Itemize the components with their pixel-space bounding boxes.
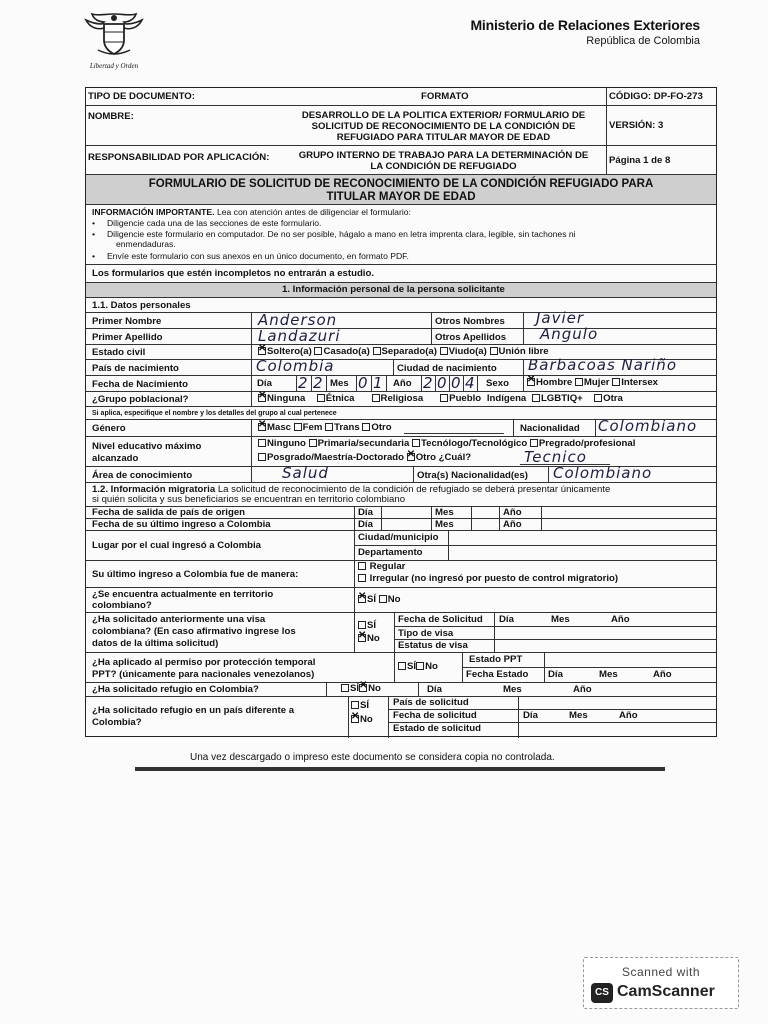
pregrado-label: Pregrado/profesional (538, 438, 636, 449)
meta-row-resp (86, 146, 716, 175)
departamento-label: Departamento (358, 547, 423, 558)
soltero-label: Soltero(a) (267, 346, 312, 357)
pais-solicitud-field[interactable] (518, 697, 716, 710)
irregular-label: Irregular (no ingresó por puesto de control migratorio) (369, 573, 619, 584)
ciudad-municipio-label: Ciudad/municipio (358, 532, 439, 543)
resp-line-1: GRUPO INTERNO DE TRABAJO PARA LA DETERMINACIÓN DE (298, 150, 589, 161)
migratoria-text-1: La solicitud de reconocimiento de la condición de refugiado se deberá presentar únicamente (217, 484, 611, 495)
ppt-mes-label: Mes (599, 669, 618, 680)
ppt-anio-label: Año (653, 669, 672, 680)
row-ultimo-ingreso (86, 519, 716, 531)
estado-civil-label: Estado civil (92, 347, 146, 358)
row-primer-apellido (86, 325, 716, 345)
row-fecha-nacimiento (86, 376, 716, 392)
religiosa-checkbox[interactable] (372, 394, 380, 402)
separado-checkbox[interactable] (373, 347, 381, 355)
dia-label: Día (257, 378, 272, 389)
row-ppt (86, 653, 716, 683)
nombre-line-3: REFUGIADO PARA TITULAR MAYOR DE EDAD (336, 132, 551, 144)
primer-apellido-field[interactable] (251, 329, 431, 344)
nombre-label: NOMBRE: (88, 111, 134, 122)
area-field[interactable] (251, 464, 413, 482)
casado-label: Casado(a) (323, 346, 370, 357)
info-bullet-3: Envíe este formulario con sus anexos en un único documento, en formato PDF. (106, 251, 409, 261)
row-territorio (86, 588, 716, 613)
ciudad-nacimiento-value: Barbacoas Nariño (528, 356, 677, 374)
motto: Libertad y Orden (89, 62, 139, 70)
dia-digit-2[interactable] (311, 376, 326, 391)
ninguno-label: Ninguno (267, 438, 306, 449)
soltero-checkbox[interactable] (258, 347, 266, 355)
estado-solicitud-label: Estado de solicitud (393, 723, 481, 734)
indigena-checkbox[interactable] (440, 394, 448, 402)
info-bullet-2b: enmendaduras. (116, 239, 176, 249)
mujer-label: Mujer (583, 377, 610, 388)
visa-si-checkbox[interactable] (358, 621, 366, 629)
posgrado-checkbox[interactable] (258, 453, 266, 461)
visa-fecha-label: Fecha de Solicitud (398, 614, 483, 625)
casado-checkbox[interactable] (314, 347, 322, 355)
refugio-col-si-label: SÍ (350, 683, 360, 694)
primer-apellido-value: Landazuri (258, 327, 341, 345)
refugio-col-fecha-field[interactable] (418, 683, 716, 696)
regular-label: Regular (369, 561, 406, 572)
estado-ppt-field[interactable] (544, 653, 716, 668)
area-label: Área de conocimiento (92, 470, 193, 481)
union-label: Unión libre (498, 346, 549, 357)
fem-checkbox[interactable] (294, 423, 302, 431)
migratoria-heading: 1.2. Información migratoria (92, 484, 216, 495)
fecha-solicitud-label: Fecha de solicitud (393, 710, 477, 721)
ninguna-checkbox[interactable] (258, 394, 266, 402)
row-area (86, 464, 716, 483)
resp-label: RESPONSABILIDAD POR APLICACIÓN: (88, 152, 270, 163)
intersex-label: Intersex (621, 377, 658, 388)
form-title-line-2: TITULAR MAYOR DE EDAD (326, 191, 476, 204)
otras-nac-label: Otra(s) Nacionalidad(es) (417, 470, 528, 481)
primer-nombre-label: Primer Nombre (92, 316, 162, 327)
masc-label: Masc (267, 422, 291, 433)
otros-apellidos-value: Angulo (540, 325, 599, 343)
refugio-otro-no-checkbox[interactable] (351, 715, 359, 723)
ppt-dia-label: Día (548, 669, 563, 680)
refugio-col-mes-label: Mes (503, 684, 522, 695)
area-value: Salud (282, 464, 329, 482)
form-title (86, 175, 716, 205)
viudo-checkbox[interactable] (440, 347, 448, 355)
nacionalidad-value: Colombiano (598, 417, 698, 435)
intersex-checkbox[interactable] (612, 378, 620, 386)
tecnologo-label: Tecnólogo/Tecnológico (420, 438, 528, 449)
visa-mes-label: Mes (551, 614, 570, 625)
coat-of-arms-icon (84, 10, 144, 60)
masc-checkbox[interactable] (258, 423, 266, 431)
grupo-note: Si aplica, especifique el nombre y los detalles del grupo al cual pertenece (92, 410, 337, 417)
manera-label: Su último ingreso a Colombia fue de manera: (92, 569, 299, 580)
otro-genero-label: Otro (371, 422, 392, 433)
otro-cual-value: Tecnico (524, 448, 587, 466)
primaria-checkbox[interactable] (309, 439, 317, 447)
visa-label-3: datos de la última solicitud) (92, 638, 219, 649)
otros-apellidos-label: Otros Apellidos (435, 332, 507, 343)
fecha-estado-label: Fecha Estado (466, 669, 529, 680)
ppt-no-checkbox[interactable] (416, 662, 424, 670)
row-primer-nombre (86, 309, 716, 329)
otras-nac-field[interactable] (548, 464, 716, 482)
visa-fecha-field[interactable] (494, 613, 716, 627)
ciudad-municipio-field[interactable] (448, 531, 716, 546)
ppt-si-checkbox[interactable] (398, 662, 406, 670)
refugio-col-no-label: No (368, 683, 381, 694)
salida-mes-label: Mes (435, 507, 454, 518)
anio-digit-1[interactable] (421, 376, 435, 391)
salida-mes-field[interactable] (471, 507, 499, 518)
lgbtiq-checkbox[interactable] (532, 394, 540, 402)
salida-dia-label: Día (358, 507, 373, 518)
form-title-line-1: FORMULARIO DE SOLICITUD DE RECONOCIMIENTO DE LA CONDICIÓN REFUGIADO PARA (148, 178, 654, 190)
pais-nacimiento-value: Colombia (256, 357, 335, 375)
refugio-otro-label-2: Colombia? (92, 717, 142, 728)
visa-label-1: ¿Ha solicitado anteriormente una visa (92, 614, 266, 625)
refugio-col-no-checkbox[interactable] (359, 684, 367, 692)
anio-digit-3-value: 0 (451, 374, 462, 392)
row-migratoria-header (86, 483, 716, 507)
info-bullet-2: Diligencie este formulario en computador. De no ser posible, hágalo a mano en letra imprenta clara, legible, sin tachones ni (106, 229, 576, 239)
otra-checkbox[interactable] (594, 394, 602, 402)
estado-solicitud-field[interactable] (518, 723, 716, 738)
coat-of-arms (84, 10, 144, 72)
anio-digit-3[interactable] (449, 376, 463, 391)
info-block: INFORMACIÓN IMPORTANTE. Lea con atención antes de diligenciar el formulario: • Diligencie cada una de las secciones de este formulario. • Diligencie este formulario en computador. De no ser posible, hágalo a mano en letra imprenta clara, legible, sin tachones ni enmendaduras. • Envíe este formulario con sus anexos en un único documento, en formato PDF. (86, 205, 716, 265)
tipo-label: TIPO DE DOCUMENTO: (88, 91, 195, 102)
scanned-with-text: Scanned with (621, 965, 701, 979)
republic-name: República de Colombia (586, 35, 700, 47)
row-pais-nacimiento (86, 356, 716, 376)
otro-genero-line[interactable] (404, 433, 504, 434)
row-refugio-colombia (86, 683, 716, 697)
anio-digit-1-value: 2 (423, 374, 434, 392)
visa-no-checkbox[interactable] (358, 634, 366, 642)
nacionalidad-field[interactable] (595, 417, 716, 436)
ninguna-label: Ninguna (267, 393, 306, 404)
footer-divider (135, 767, 665, 771)
nombre-line-2: SOLICITUD DE RECONOCIMIENTO DE LA CONDICIÓN DE (311, 121, 576, 133)
row-refugio-otro (86, 697, 716, 738)
tipo-visa-field[interactable] (494, 627, 716, 640)
pais-nacimiento-field[interactable] (251, 357, 393, 375)
ninguno-checkbox[interactable] (258, 439, 266, 447)
otro-genero-checkbox[interactable] (362, 423, 370, 431)
otros-apellidos-field[interactable] (523, 325, 716, 344)
hombre-label: Hombre (536, 377, 573, 388)
mes-label: Mes (330, 378, 349, 389)
meta-row-nombre (86, 106, 716, 146)
union-checkbox[interactable] (490, 347, 498, 355)
camscanner-logo-icon: CS (591, 983, 613, 1003)
refugio-otro-si-label: SÍ (360, 700, 370, 711)
territorio-si-label: SÍ (367, 594, 377, 605)
anio-digit-4[interactable] (463, 376, 477, 391)
estatus-visa-label: Estatus de visa (398, 640, 468, 651)
pagina: Página 1 de 8 (609, 155, 671, 166)
otras-nac-value: Colombiano (553, 464, 653, 482)
genero-label: Género (92, 423, 126, 434)
row-fecha-salida (86, 507, 716, 519)
dia-digit-2-value: 2 (313, 374, 324, 392)
info-bullet-1: Diligencie cada una de las secciones de este formulario. (106, 218, 322, 228)
section-1-header (86, 283, 716, 298)
refugio-col-label: ¿Ha solicitado refugio en Colombia? (92, 684, 259, 695)
primer-apellido-label: Primer Apellido (92, 332, 163, 343)
pais-solicitud-label: País de solicitud (393, 697, 469, 708)
section-1-1-title: 1.1. Datos personales (92, 300, 191, 311)
row-visa (86, 613, 716, 653)
nivel-label-2: alcanzado (92, 453, 139, 464)
fecha-solicitud-field[interactable] (518, 710, 716, 723)
salida-dia-field[interactable] (381, 507, 431, 518)
otro-mes-label: Mes (569, 710, 588, 721)
fecha-estado-field[interactable] (544, 668, 716, 682)
row-genero (86, 417, 716, 437)
refugio-otro-label-1: ¿Ha solicitado refugio en un país diferente a (92, 705, 295, 716)
sexo-label: Sexo (486, 378, 509, 389)
nivel-label-1: Nivel educativo máximo (92, 441, 202, 452)
refugio-col-dia-label: Día (427, 684, 442, 695)
refugee-form (85, 87, 717, 737)
row-manera (86, 561, 716, 588)
tipo-value: FORMATO (421, 91, 469, 102)
lugar-label: Lugar por el cual ingresó a Colombia (92, 540, 261, 551)
mes-digit-2[interactable] (371, 376, 386, 391)
territorio-label-1: ¿Se encuentra actualmente en territorio (92, 589, 274, 600)
lgbtiq-label: LGBTIQ+ (540, 393, 583, 404)
refugio-col-anio-label: Año (573, 684, 592, 695)
ciudad-nacimiento-label: Ciudad de nacimiento (397, 363, 497, 374)
otro-cual-label: Otro ¿Cuál? (415, 452, 472, 463)
footer-note: Una vez descargado o impreso este documento se considera copia no controlada. (190, 752, 555, 763)
camscanner-watermark (583, 957, 739, 1009)
grupo-label: ¿Grupo poblacional? (92, 394, 189, 405)
religiosa-label: Religiosa (380, 393, 424, 404)
resp-line-2: LA CONDICIÓN DE REFUGIADO (370, 161, 517, 173)
departamento-field[interactable] (448, 546, 716, 560)
irregular-checkbox[interactable] (358, 574, 366, 582)
visa-si-label: SÍ (367, 620, 377, 631)
codigo: CÓDIGO: DP-FO-273 (609, 91, 703, 102)
territorio-no-label: No (387, 594, 401, 605)
visa-no-label: No (367, 633, 380, 644)
otra-label: Otra (603, 393, 623, 404)
fecha-nacimiento-label: Fecha de Nacimiento (92, 379, 188, 390)
dia-digit-1[interactable] (296, 376, 311, 391)
incomplete-notice-text: Los formularios que estén incompletos no entrarán a estudio. (92, 268, 374, 279)
ministry-name: Ministerio de Relaciones Exteriores (470, 17, 700, 33)
salida-anio-label: Año (503, 507, 522, 518)
fem-label: Fem (302, 422, 323, 433)
otros-nombres-value: Javier (536, 309, 585, 327)
salida-label: Fecha de salida de país de origen (92, 507, 246, 518)
pregrado-checkbox[interactable] (530, 439, 538, 447)
tipo-visa-label: Tipo de visa (398, 628, 454, 639)
otro-dia-label: Día (523, 710, 538, 721)
ultimo-anio-label: Año (503, 519, 522, 530)
row-nivel-educativo (86, 437, 716, 467)
primaria-label: Primaria/secundaria (317, 438, 410, 449)
ultimo-mes-field[interactable] (471, 519, 499, 530)
meta-row-tipo (86, 88, 716, 106)
anio-digit-2[interactable] (435, 376, 449, 391)
mes-digit-1[interactable] (356, 376, 371, 391)
etnica-checkbox[interactable] (317, 394, 325, 402)
mes-digit-1-value: 0 (358, 374, 369, 392)
anio-digit-2-value: 0 (437, 374, 448, 392)
visa-dia-label: Día (499, 614, 514, 625)
nacionalidad-label: Nacionalidad (520, 423, 580, 434)
info-heading: INFORMACIÓN IMPORTANTE. (92, 207, 215, 217)
salida-anio-field[interactable] (541, 507, 596, 518)
territorio-si-checkbox[interactable] (358, 595, 366, 603)
regular-checkbox[interactable] (358, 562, 366, 570)
trans-label: Trans (334, 422, 360, 433)
otro-anio-label: Año (619, 710, 638, 721)
otro-nivel-checkbox[interactable] (407, 453, 415, 461)
migratoria-text-2: si quién solicita y sus beneficiarios se encuentran en territorio colombiano (92, 494, 406, 505)
visa-anio-label: Año (611, 614, 630, 625)
ppt-no-label: No (425, 661, 438, 672)
section-1-title: 1. Información personal de la persona solicitante (282, 284, 505, 295)
camscanner-name: CamScanner (617, 983, 715, 1000)
ultimo-ingreso-label: Fecha de su último ingreso a Colombia (92, 519, 271, 530)
anio-label: Año (393, 378, 412, 389)
ultimo-anio-field[interactable] (541, 519, 596, 530)
visa-label-2: colombiana? (En caso afirmativo ingrese los (92, 626, 296, 637)
territorio-no-checkbox[interactable] (379, 595, 387, 603)
ultimo-dia-field[interactable] (381, 519, 431, 530)
row-lugar-ingreso (86, 531, 716, 561)
separado-label: Separado(a) (381, 346, 437, 357)
territorio-label-2: colombiano? (92, 600, 152, 611)
estatus-visa-field[interactable] (494, 640, 716, 652)
dia-digit-1-value: 2 (298, 374, 309, 392)
ppt-label-2: PPT? (únicamente para nacionales venezolanos) (92, 669, 315, 680)
version: VERSIÓN: 3 (609, 120, 664, 131)
primer-nombre-field[interactable] (251, 313, 431, 328)
tecnologo-checkbox[interactable] (412, 439, 420, 447)
ciudad-nacimiento-field[interactable] (523, 356, 716, 375)
anio-digit-4-value: 4 (465, 374, 476, 392)
primer-nombre-value: Anderson (258, 311, 338, 329)
mes-digit-2-value: 1 (373, 374, 384, 392)
trans-checkbox[interactable] (325, 423, 333, 431)
etnica-label: Étnica (325, 393, 355, 404)
ppt-label-1: ¿Ha aplicado al permiso por protección temporal (92, 657, 316, 668)
ministry-header (470, 17, 700, 47)
nombre-line-1: DESARROLLO DE LA POLITICA EXTERIOR/ FORMULARIO DE (301, 110, 586, 121)
refugio-otro-si-checkbox[interactable] (351, 701, 359, 709)
ppt-si-label: SÍ (407, 661, 417, 672)
row-grupo (86, 392, 716, 407)
refugio-otro-no-label: No (360, 714, 373, 725)
refugio-col-si-checkbox[interactable] (341, 684, 349, 692)
ultimo-dia-label: Día (358, 519, 373, 530)
estado-ppt-label: Estado PPT (469, 654, 523, 665)
posgrado-label: Posgrado/Maestría-Doctorado (267, 452, 405, 463)
ultimo-mes-label: Mes (435, 519, 454, 530)
info-heading-rest: Lea con atención antes de diligenciar el formulario: (216, 207, 411, 217)
hombre-checkbox[interactable] (527, 378, 535, 386)
pais-nacimiento-label: País de nacimiento (92, 363, 179, 374)
otros-nombres-label: Otros Nombres (435, 316, 505, 327)
section-1-1-header (86, 298, 716, 313)
mujer-checkbox[interactable] (575, 378, 583, 386)
incomplete-notice (86, 265, 716, 283)
indigena-label: Pueblo Indígena (449, 393, 527, 404)
viudo-label: Viudo(a) (448, 346, 487, 357)
